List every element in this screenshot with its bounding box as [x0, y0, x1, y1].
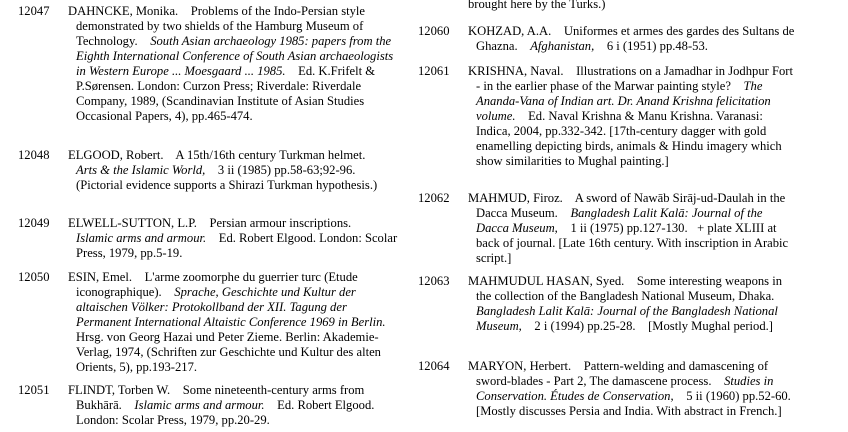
entry-segment: 3 ii (1985) pp.58-63;92-96. (Pictorial evidence supports a Shirazi Turkman hypothesis.): [76, 163, 378, 192]
entry-number: 12061: [418, 64, 450, 78]
entry-source-title: Studies in Conservation. Études de Conservation,: [476, 374, 777, 403]
bibliography-entry: [18, 148, 398, 193]
bibliography-entry: [18, 383, 398, 428]
bibliography-entry: [418, 64, 798, 169]
entry-text: [468, 24, 798, 54]
entry-segment: 6 i (1951) pp.48-53.: [606, 39, 708, 53]
entry-source-title: Islamic arms and armour.: [76, 231, 207, 245]
entry-segment: Ed. K.Frifelt & P.Sørensen. London: Curzon Press; Riverdale: Riverdale Company, 1989, (Scandinavian Institute of Asian Studies Occasional Papers, 4), pp.465-474.: [76, 64, 379, 123]
entry-number: 12064: [418, 359, 450, 373]
entry-source-title: Bangladesh Lalit Kalā: Journal of the Dacca Museum,: [476, 206, 766, 235]
entry-number: 12050: [18, 270, 50, 284]
bibliography-entry: [18, 216, 401, 261]
entry-source-title: Islamic arms and armour.: [134, 398, 265, 412]
entry-segment: Some nineteenth-century arms from Bukhārā.: [76, 383, 368, 412]
entry-segment: 5 ii (1960) pp.52-60. [Mostly discusses Persia and India. With abstract in French.]: [476, 389, 801, 418]
entry-segment: KOHZAD, A.A.: [468, 24, 552, 38]
entry-segment: ELGOOD, Robert.: [68, 148, 164, 162]
entry-segment: ELWELL-SUTTON, L.P.: [68, 216, 197, 230]
entry-segment: Problems of the Indo-Persian style demonstrated by two shields of the Hamburg Museum of Technology.: [76, 4, 369, 48]
entry-source-title: Sprache, Geschichte und Kultur der altaischen Völker: Protokollband der XII. Tagung der Permanent International Altaistic Conference 1969 in Berlin.: [76, 285, 386, 329]
entry-segment: Some interesting weapons in the collection of the Bangladesh National Museum, Dhaka.: [476, 274, 786, 303]
bibliography-entry: [418, 359, 801, 419]
continuation-text: brought here by the Turks.): [468, 0, 606, 11]
entry-segment: 2 i (1994) pp.25-28. [Mostly Mughal period.]: [534, 319, 773, 333]
entry-segment: L'arme zoomorphe du guerrier turc (Etude iconographique).: [76, 270, 361, 299]
entry-segment: Ed. Robert Elgood. London: Scolar Press, 1979, pp.20-29.: [76, 398, 378, 427]
entry-segment: Pattern-welding and damascening of sword-blades - Part 2, The damascene process.: [476, 359, 772, 388]
bibliography-entry: [418, 191, 798, 266]
entry-text: [68, 383, 398, 428]
entry-text: [468, 64, 798, 169]
entry-segment: MAHMUD, Firoz.: [468, 191, 563, 205]
entry-source-title: Bangladesh Lalit Kalā: Journal of the Bangladesh National Museum,: [476, 304, 782, 333]
bibliography-entry: [418, 24, 798, 54]
entry-number: 12051: [18, 383, 50, 397]
entry-segment: Illustrations on a Jamadhar in Jodhpur Fort - in the earlier phase of the Marwar painting style?: [476, 64, 797, 93]
bibliography-entry: [418, 274, 798, 334]
entry-segment: 1 ii (1975) pp.127-130. + plate XLIII at back of journal. [Late 16th century. With inscription in Arabic script.]: [476, 221, 792, 265]
entry-text: [468, 274, 798, 334]
entry-segment: A 15th/16th century Turkman helmet.: [175, 148, 366, 162]
entry-number: 12048: [18, 148, 50, 162]
entry-segment: A sword of Nawāb Sirāj-ud-Daulah in the Dacca Museum.: [476, 191, 789, 220]
entry-number: 12047: [18, 4, 50, 18]
entry-segment: MARYON, Herbert.: [468, 359, 572, 373]
entry-number: 12060: [418, 24, 450, 38]
entry-text: [468, 359, 801, 419]
entry-segment: DAHNCKE, Monika.: [68, 4, 179, 18]
entry-number: 12063: [418, 274, 450, 288]
entry-segment: MAHMUDUL HASAN, Syed.: [468, 274, 625, 288]
entry-text: [68, 4, 398, 124]
entry-text: [68, 270, 398, 375]
entry-segment: Hrsg. von Georg Hazai und Peter Zieme. Berlin: Akademie-Verlag, 1974, (Schriften zur Geschichte und Kultur des alten Orients, 5), pp.193-217.: [76, 330, 385, 374]
entry-segment: KRISHNA, Naval.: [468, 64, 564, 78]
entry-source-title: Afghanistan,: [530, 39, 595, 53]
entry-source-title: Arts & the Islamic World,: [76, 163, 206, 177]
bibliography-entry: [18, 270, 398, 375]
entry-text: [68, 148, 398, 193]
entry-number: 12049: [18, 216, 50, 230]
entry-source-title: South Asian archaeology 1985: papers from the Eighth International Conference of South Asian archaeologists in Western Europe ... Moesgaard ... 1985.: [76, 34, 397, 78]
entry-text: [68, 216, 401, 261]
entry-segment: Persian armour inscriptions.: [209, 216, 352, 230]
entry-segment: ESIN, Emel.: [68, 270, 133, 284]
entry-text: [468, 191, 798, 266]
entry-number: 12062: [418, 191, 450, 205]
entry-segment: Ed. Robert Elgood. London: Scolar Press, 1979, pp.5-19.: [76, 231, 401, 260]
entry-segment: Uniformes et armes des gardes des Sultans de Ghazna.: [476, 24, 798, 53]
bibliography-entry: [18, 4, 398, 124]
entry-segment: Ed. Naval Krishna & Manu Krishna. Varanasi: Indica, 2004, pp.332-342. [17th-century dagger with gold enamelling depicting birds, animals & Hindu imagery which show similarities to Mughal painting.]: [476, 109, 785, 168]
entry-segment: FLINDT, Torben W.: [68, 383, 171, 397]
entry-source-title: The Ananda-Vana of Indian art. Dr. Anand Krishna felicitation volume.: [476, 79, 774, 123]
